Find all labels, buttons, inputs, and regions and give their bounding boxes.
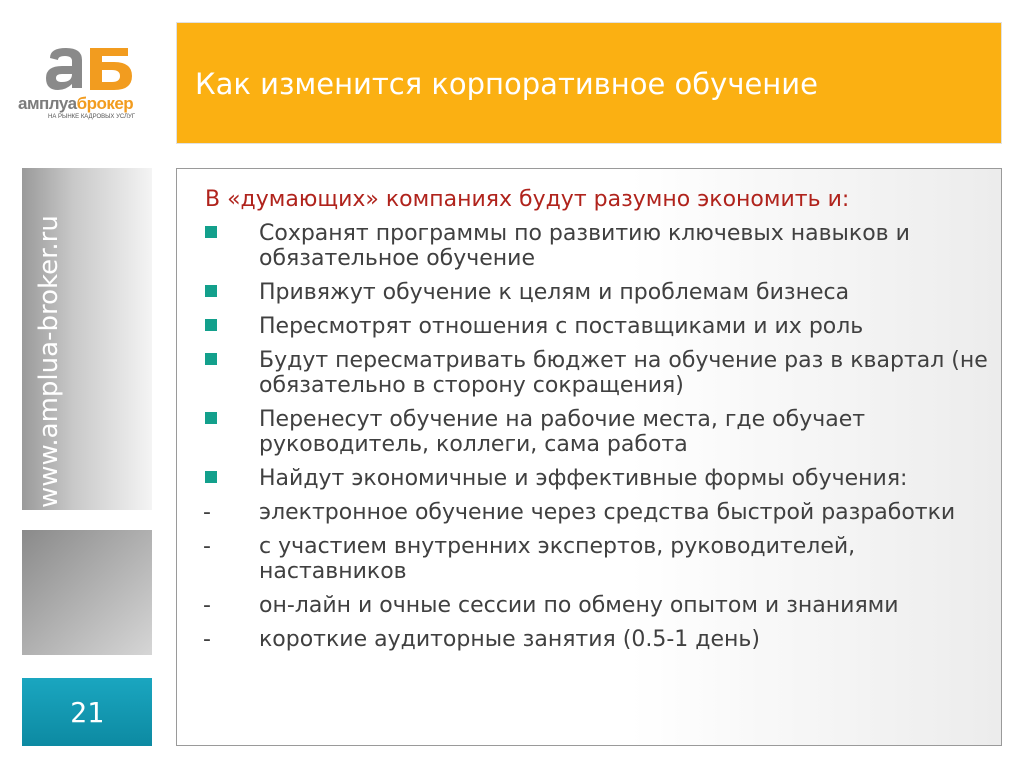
square-bullet-icon [205, 471, 217, 483]
square-bullet-icon [205, 319, 217, 331]
intro-line: В «думающих» компаниях будут разумно экономить и: [205, 187, 850, 212]
logo-name-part2: брокер [76, 94, 134, 113]
square-bullet-icon [205, 285, 217, 297]
dash-marker: - [203, 627, 211, 652]
page-number-box [22, 678, 152, 746]
logo-name-part1: амплуа [18, 94, 77, 113]
dash-marker: - [203, 534, 211, 559]
list-item-text: Будут пересматривать бюджет на обучение раз в квартал (не обязательно в сторону сокращения) [259, 348, 988, 398]
sub-list-item [203, 627, 993, 652]
sub-list-item-text: с участием внутренних экспертов, руководителей, наставников [259, 534, 856, 584]
list-item [203, 466, 993, 491]
list-item [203, 221, 993, 271]
square-bullet-icon [205, 353, 217, 365]
bullet-list [203, 221, 993, 652]
list-item [203, 314, 993, 339]
list-item [203, 407, 993, 457]
dash-marker: - [203, 593, 211, 618]
content-panel [176, 168, 1002, 746]
list-item-text: Пересмотрят отношения с поставщиками и их роль [259, 314, 864, 339]
sub-list-item [203, 593, 993, 618]
dash-marker: - [203, 500, 211, 525]
list-item [203, 348, 993, 398]
square-bullet-icon [205, 412, 217, 424]
logo-wordmark [18, 94, 158, 114]
page-number: 21 [70, 696, 104, 729]
sub-list-item-text: он-лайн и очные сессии по обмену опытом и знаниями [259, 593, 899, 618]
sub-list-item-text: короткие аудиторные занятия (0.5-1 день) [259, 627, 760, 652]
list-item-text: Привяжут обучение к целям и проблемам бизнеса [259, 280, 850, 305]
list-item-text: Сохранят программы по развитию ключевых навыков и обязательное обучение [259, 221, 910, 271]
company-logo [18, 44, 158, 124]
title-bar [176, 22, 1002, 144]
logo-tagline: НА РЫНКЕ КАДРОВЫХ УСЛУГ [48, 114, 136, 120]
slide-title: Как изменится корпоративное обучение [195, 67, 818, 101]
list-item [203, 280, 993, 305]
sub-list-item [203, 534, 993, 584]
list-item-text: Найдут экономичные и эффективные формы обучения: [259, 466, 908, 491]
square-bullet-icon [205, 226, 217, 238]
sub-list-item-text: электронное обучение через средства быстрой разработки [259, 500, 956, 525]
logo-mark-icon [44, 44, 134, 90]
list-item-text: Перенесут обучение на рабочие места, где обучает руководитель, коллеги, сама работа [259, 407, 866, 457]
decorative-gray-block [22, 530, 152, 655]
site-url-vertical: www.amplua-broker.ru [34, 215, 64, 508]
sub-list-item [203, 500, 993, 525]
